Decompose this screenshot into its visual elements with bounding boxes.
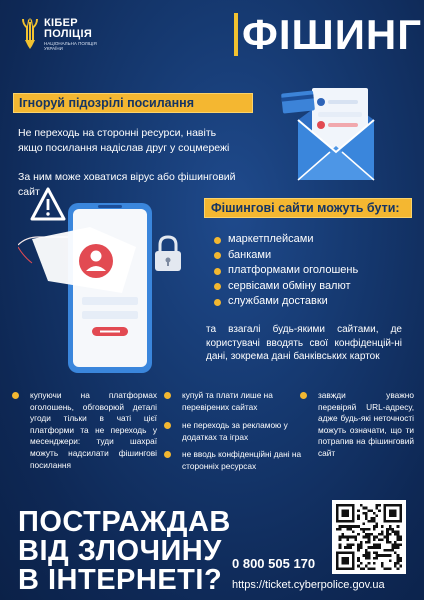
phishing-sites-banner: Фішингові сайти можуть бути: xyxy=(204,198,412,218)
report-url-link[interactable]: https://ticket.cyberpolice.gov.ua xyxy=(232,579,385,591)
title-accent-bar xyxy=(234,13,238,56)
brand-title-line2: ПОЛІЦІЯ xyxy=(44,28,93,40)
credit-card-icon xyxy=(281,90,315,113)
qr-code[interactable] xyxy=(332,500,406,574)
phishing-sites-list xyxy=(214,232,358,310)
list-item: банками xyxy=(214,248,358,264)
bullet-icon xyxy=(214,252,221,259)
list-item: сервісами обміну валют xyxy=(214,279,358,295)
brand-title-line1: КІБЕР xyxy=(44,17,78,29)
tip-verified-sites: купуй та плати лише на перевірених сайтах xyxy=(164,390,304,413)
virus-warning-paragraph: За ним може ховатися вірус або фішинговий сайт xyxy=(18,171,236,198)
cta-line3: В ІНТЕРНЕТІ? xyxy=(18,564,223,596)
cta-line1: ПОСТРАЖДАВ xyxy=(18,506,231,538)
bullet-icon xyxy=(300,392,307,399)
tip-confidential-data: не вводь конфіденційні дані на сторонніх ресурсах xyxy=(164,449,304,472)
bullet-icon xyxy=(214,268,221,275)
ignore-links-banner: Ігноруй підозрілі посилання xyxy=(13,93,253,113)
qr-code-icon xyxy=(336,504,402,570)
page-title: ФІШИНГ xyxy=(242,11,423,58)
phishing-phone-illustration xyxy=(18,185,196,380)
list-item: платформами оголошень xyxy=(214,263,358,279)
list-item: службами доставки xyxy=(214,294,358,310)
list-item: маркетплейсами xyxy=(214,232,358,248)
bullet-icon xyxy=(164,451,171,458)
intro-paragraph: Не переходь на сторонні ресурси, навіть якщо посилання надіслав друг у соцмережі xyxy=(18,127,230,154)
victim-cta xyxy=(18,508,231,595)
brand-subtitle: НАЦІОНАЛЬНА ПОЛІЦІЯ УКРАЇНИ xyxy=(44,41,97,51)
bullet-icon xyxy=(12,392,19,399)
bullet-icon xyxy=(164,392,171,399)
bullet-icon xyxy=(214,283,221,290)
brand-title xyxy=(44,18,92,40)
any-sites-paragraph: та взагалі будь-якими сайтами, де користувачі вводять свої конфіденцій-ні дані, зокрема дані банківських карток xyxy=(206,324,402,362)
bullet-icon xyxy=(164,422,171,429)
warning-icon xyxy=(32,189,64,219)
hotline-phone[interactable]: 0 800 505 170 xyxy=(232,556,316,571)
trident-logo-icon xyxy=(20,16,40,50)
user-icon xyxy=(79,244,113,278)
envelope-icon xyxy=(268,80,404,190)
padlock-icon xyxy=(155,237,181,271)
tip-ads: не переходь за рекламою у додатках та іграх xyxy=(164,420,304,443)
bullet-icon xyxy=(214,237,221,244)
tip-check-url: завжди уважно перевіряй URL-адресу, адже будь-які неточності можуть означати, що ти потрапив на фішинговий сайт xyxy=(300,390,414,460)
cta-line2: ВІД ЗЛОЧИНУ xyxy=(18,535,222,567)
tip-marketplace: купуючи на платформах оголошень, обговорюй деталі угоди тільки в чаті цієї платформи та не переходь у месенджери: туди шахраї можуть надсилати фішингові посилання xyxy=(12,390,157,471)
bullet-icon xyxy=(214,299,221,306)
